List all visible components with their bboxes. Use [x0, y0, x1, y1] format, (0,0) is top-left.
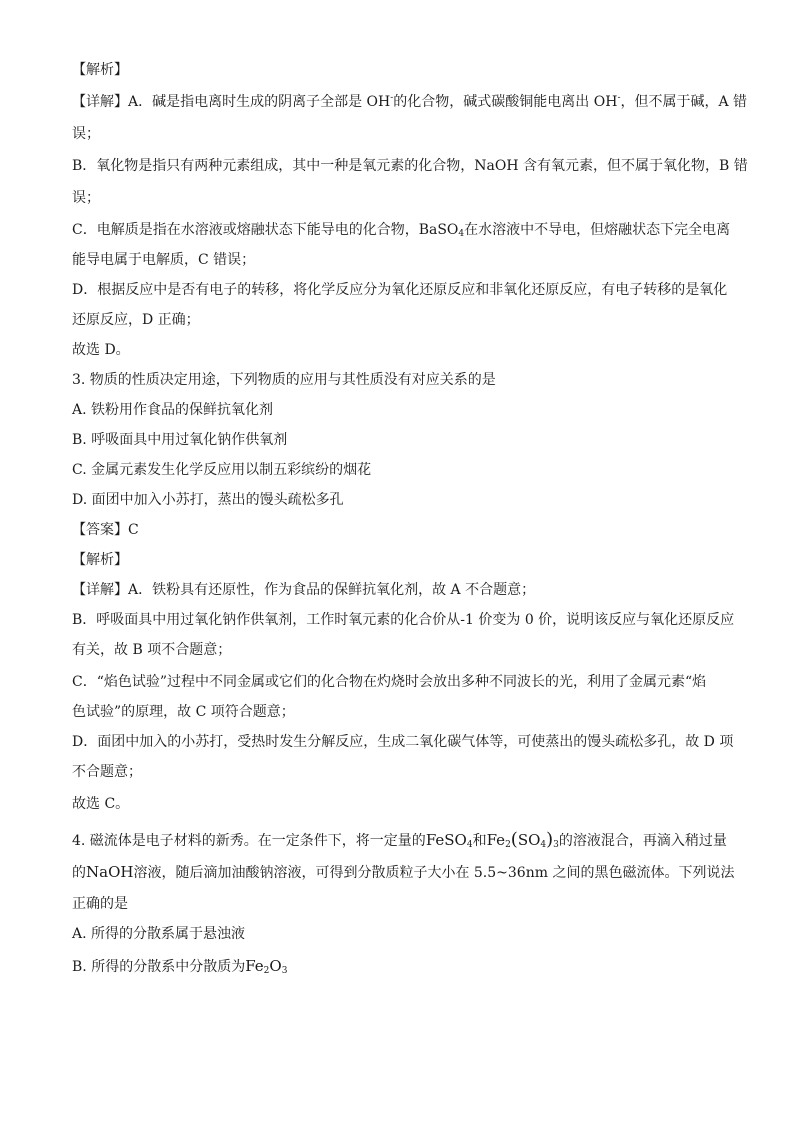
q3-detail-c-line1: [72, 672, 728, 702]
q2-detail-c-line1: [72, 220, 731, 250]
q3-detail-b-line1: [72, 610, 735, 640]
q3-d-text-2: 不合题意；: [72, 764, 142, 780]
q3-detail-d-line1: [72, 732, 734, 762]
q3-option-c-text: C. 金属元素发生化学反应用以制五彩缤纷的烟花: [72, 462, 372, 478]
q2-c-text-1: C．电解质是指在水溶液或熔融状态下能导电的化合物，BaSO: [72, 222, 459, 238]
feso4-formula: [426, 831, 473, 849]
q2-a-text-4: 误；: [72, 126, 100, 142]
q3-option-b-text: B. 呼吸面具中用过氧化钠作供氧剂: [72, 432, 288, 448]
q2-detail-d-line1: [72, 280, 728, 310]
fe2so43-formula: [487, 831, 559, 849]
q3-c-text-1: C．“焰色试验”过程中不同金属或它们的化合物在灼烧时会放出多种不同波长的光，利用了金属元素“焰: [72, 674, 707, 690]
q3-answer: [72, 520, 728, 550]
q2-analysis-heading: [72, 60, 728, 92]
naoh-formula: NaOH: [86, 863, 134, 881]
q3-answer-value: C: [128, 522, 139, 538]
q3-option-c: [72, 460, 728, 490]
q2-detail-a-line2: [72, 124, 728, 156]
feso4-main: FeSO: [425, 831, 467, 849]
q3-a-text: A．铁粉具有还原性，作为食品的保鲜抗氧化剂，故 A 不合题意；: [128, 582, 536, 598]
q3-d-text-1: D．面团中加入的小苏打，受热时发生分解反应，生成二氧化碳气体等，可使蒸出的馒头疏松多孔，故 D 项: [72, 734, 734, 750]
q2-a-text-2: 的化合物，碱式碳酸铜能电离出 OH: [393, 94, 618, 110]
fe2o3-fe: Fe: [245, 957, 264, 975]
q3-detail-label: 【详解】: [72, 582, 128, 598]
q3-analysis-heading-text: 【解析】: [72, 552, 128, 568]
q3-conclusion-text: 故选 C。: [72, 796, 130, 812]
q3-option-a-text: A. 铁粉用作食品的保鲜抗氧化剂: [72, 402, 274, 418]
q3-b-text-2: 有关，故 B 项不合题意；: [72, 642, 232, 658]
q2-detail-a-line1: [72, 92, 748, 124]
q4-stem-line2: [72, 862, 735, 894]
q2-conclusion: [72, 340, 728, 370]
q3-detail-c-line2: [72, 702, 728, 732]
q2-a-sup-2: -: [617, 93, 621, 103]
q2-b-text-1: B．氧化物是指只有两种元素组成，其中一种是氧元素的化合物，NaOH 含有氧元素，但不属于氧化物，B 错: [72, 158, 748, 174]
q2-conclusion-text: 故选 D。: [72, 342, 130, 358]
q4-stem-1b: 和: [472, 833, 487, 849]
q4-stem-2a: 的: [72, 865, 86, 881]
q3-detail-b-line2: [72, 640, 728, 672]
q2-detail-b-line2: [72, 188, 728, 220]
fe2o3-sub2: 3: [281, 966, 288, 976]
document-page: [72, 60, 748, 986]
q2-a-text-3: ，但不属于碱，A 错: [620, 94, 748, 110]
q2-detail-b-line1: [72, 156, 748, 188]
q2-c-sub-1: 4: [458, 229, 465, 239]
q4-stem-line3: [72, 894, 728, 924]
q2-detail-label: 【详解】: [72, 94, 128, 110]
q2-detail-d-line2: [72, 310, 728, 340]
fe2o3-sub1: 2: [263, 966, 270, 976]
q2-d-text-1: D．根据反应中是否有电子的转移，将化学反应分为氧化还原反应和非氧化还原反应，有电子转移的是氧化: [72, 282, 728, 298]
q3-option-d: [72, 490, 728, 520]
q3-analysis-heading: [72, 550, 728, 580]
q3-detail-a: [72, 580, 728, 610]
q2-a-sup-1: -: [390, 93, 394, 103]
q2-b-text-2: 误；: [72, 190, 100, 206]
q3-stem-text: 3. 物质的性质决定用途，下列物质的应用与其性质没有对应关系的是: [72, 372, 496, 388]
q2-c-text-3: 能导电属于电解质，C 错误；: [72, 252, 256, 268]
fe2o3-formula: [245, 957, 287, 975]
q2-detail-c-line2: [72, 250, 728, 280]
q2-a-text-1: A．碱是指电离时生成的阴离子全部是 OH: [128, 94, 391, 110]
q4-stem-2b: 溶液，随后滴加油酸钠溶液，可得到分散质粒子大小在 5.5~36nm 之间的黑色磁流体。下列说法: [133, 865, 735, 881]
so4-main: SO: [517, 831, 541, 849]
q3-b-text-1: B．呼吸面具中用过氧化钠作供氧剂，工作时氧元素的化合价从-1 价变为 0 价，说明该反应与氧化还原反应: [72, 612, 735, 628]
q4-option-a-text: A. 所得的分散系属于悬浊液: [72, 926, 246, 942]
q3-c-text-2: 色试验”的原理，故 C 项符合题意；: [72, 704, 295, 720]
q3-conclusion: [72, 794, 728, 830]
q3-option-d-text: D. 面团中加入小苏打，蒸出的馒头疏松多孔: [72, 492, 344, 508]
feso4-sub: 4: [466, 840, 473, 850]
q2-c-text-2: 在水溶液中不导电，但熔融状态下完全电离: [464, 222, 731, 238]
q4-stem-line1: [72, 830, 728, 862]
q4-option-a: [72, 924, 728, 956]
so4-outer-sub: 3: [553, 840, 559, 850]
q4-stem-1a: 4. 磁流体是电子材料的新秀。在一定条件下，将一定量的: [72, 833, 426, 849]
q3-detail-d-line2: [72, 762, 728, 794]
q2-analysis-heading-text: 【解析】: [72, 62, 128, 78]
q2-d-text-2: 还原反应，D 正确；: [72, 312, 200, 328]
fe2-main: Fe: [486, 831, 506, 849]
q3-answer-label: 【答案】: [72, 522, 128, 538]
paren-close: ): [546, 829, 554, 850]
q3-option-a: [72, 400, 728, 430]
q4-option-b-text: B. 所得的分散系中分散质为: [72, 959, 246, 975]
fe2-sub: 2: [505, 840, 511, 850]
so4-sub: 4: [540, 840, 547, 850]
q3-stem: [72, 370, 728, 400]
q4-stem-1c: 的溶液混合，再滴入稍过量: [558, 833, 727, 849]
q4-stem-3: 正确的是: [72, 896, 128, 912]
q3-option-b: [72, 430, 728, 460]
fe2o3-o: O: [269, 957, 282, 975]
paren-open: (: [510, 829, 518, 850]
q4-option-b: [72, 956, 728, 986]
